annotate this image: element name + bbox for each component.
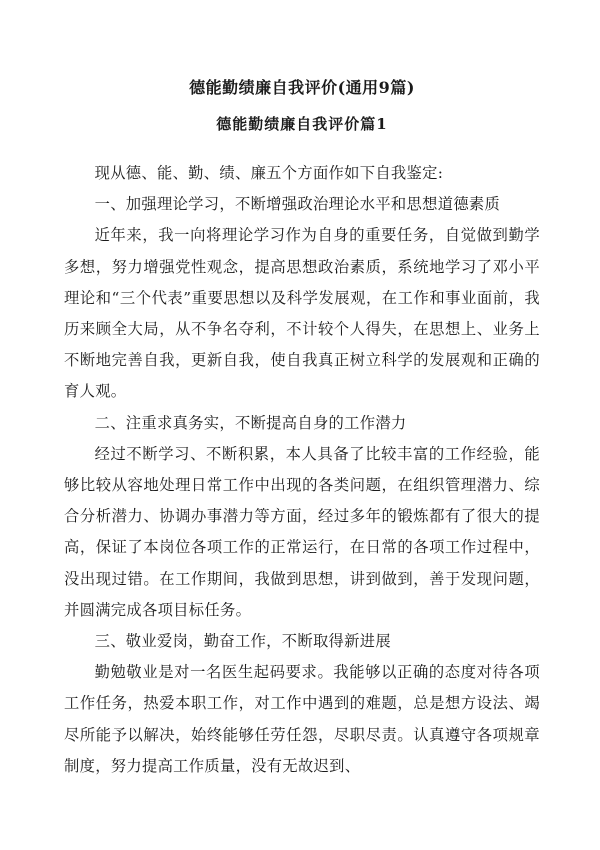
document-subtitle: 德能勤绩廉自我评价篇1 xyxy=(216,115,388,133)
section-heading-3: 三、敬业爱岗，勤奋工作，不断取得新进展 xyxy=(94,632,391,651)
paragraph-intro: 现从德、能、勤、绩、廉五个方面作如下自我鉴定: xyxy=(94,164,444,182)
paragraph-section-3: 勤勉敬业是对一名医生起码要求。我能够以正确的态度对待各项工作任务，热爱本职工作，对工作中遇到的难题，总是想方设法、竭尽所能予以解决，始终能够任劳任怨，尽职尽责。认真遵守各项规章制度，努力提高工作质量，没有无故迟到、 xyxy=(64,663,540,775)
paragraph-section-2: 经过不断学习、不断积累，本人具备了比较丰富的工作经验，能够比较从容地处理日常工作中出现的各类问题，在组织管理潜力、综合分析潜力、协调办事潜力等方面，经过多年的锻炼都有了很大的提高，保证了本岗位各项工作的正常运行，在日常的各项工作过程中，没出现过错。在工作期间，我做到思想，讲到做到，善于发现问题，并圆满完成各项目标任务。 xyxy=(64,444,540,619)
paragraph-section-1: 近年来，我一向将理论学习作为自身的重要任务，自觉做到勤学多想，努力增强党性观念，提高思想政治素质，系统地学习了邓小平理论和“三个代表”重要思想以及科学发展观，在工作和事业面前，我历来顾全大局，从不争名夺利，不计较个人得失，在思想上、业务上不断地完善自我，更新自我，使自我真正树立科学的发展观和正确的育人观。 xyxy=(64,226,540,401)
section-heading-2: 二、注重求真务实，不断提高自身的工作潜力 xyxy=(94,413,407,432)
document-title: 德能勤绩廉自我评价(通用9篇) xyxy=(189,78,415,97)
section-heading-1: 一、加强理论学习，不断增强政治理论水平和思想道德素质 xyxy=(94,195,501,214)
